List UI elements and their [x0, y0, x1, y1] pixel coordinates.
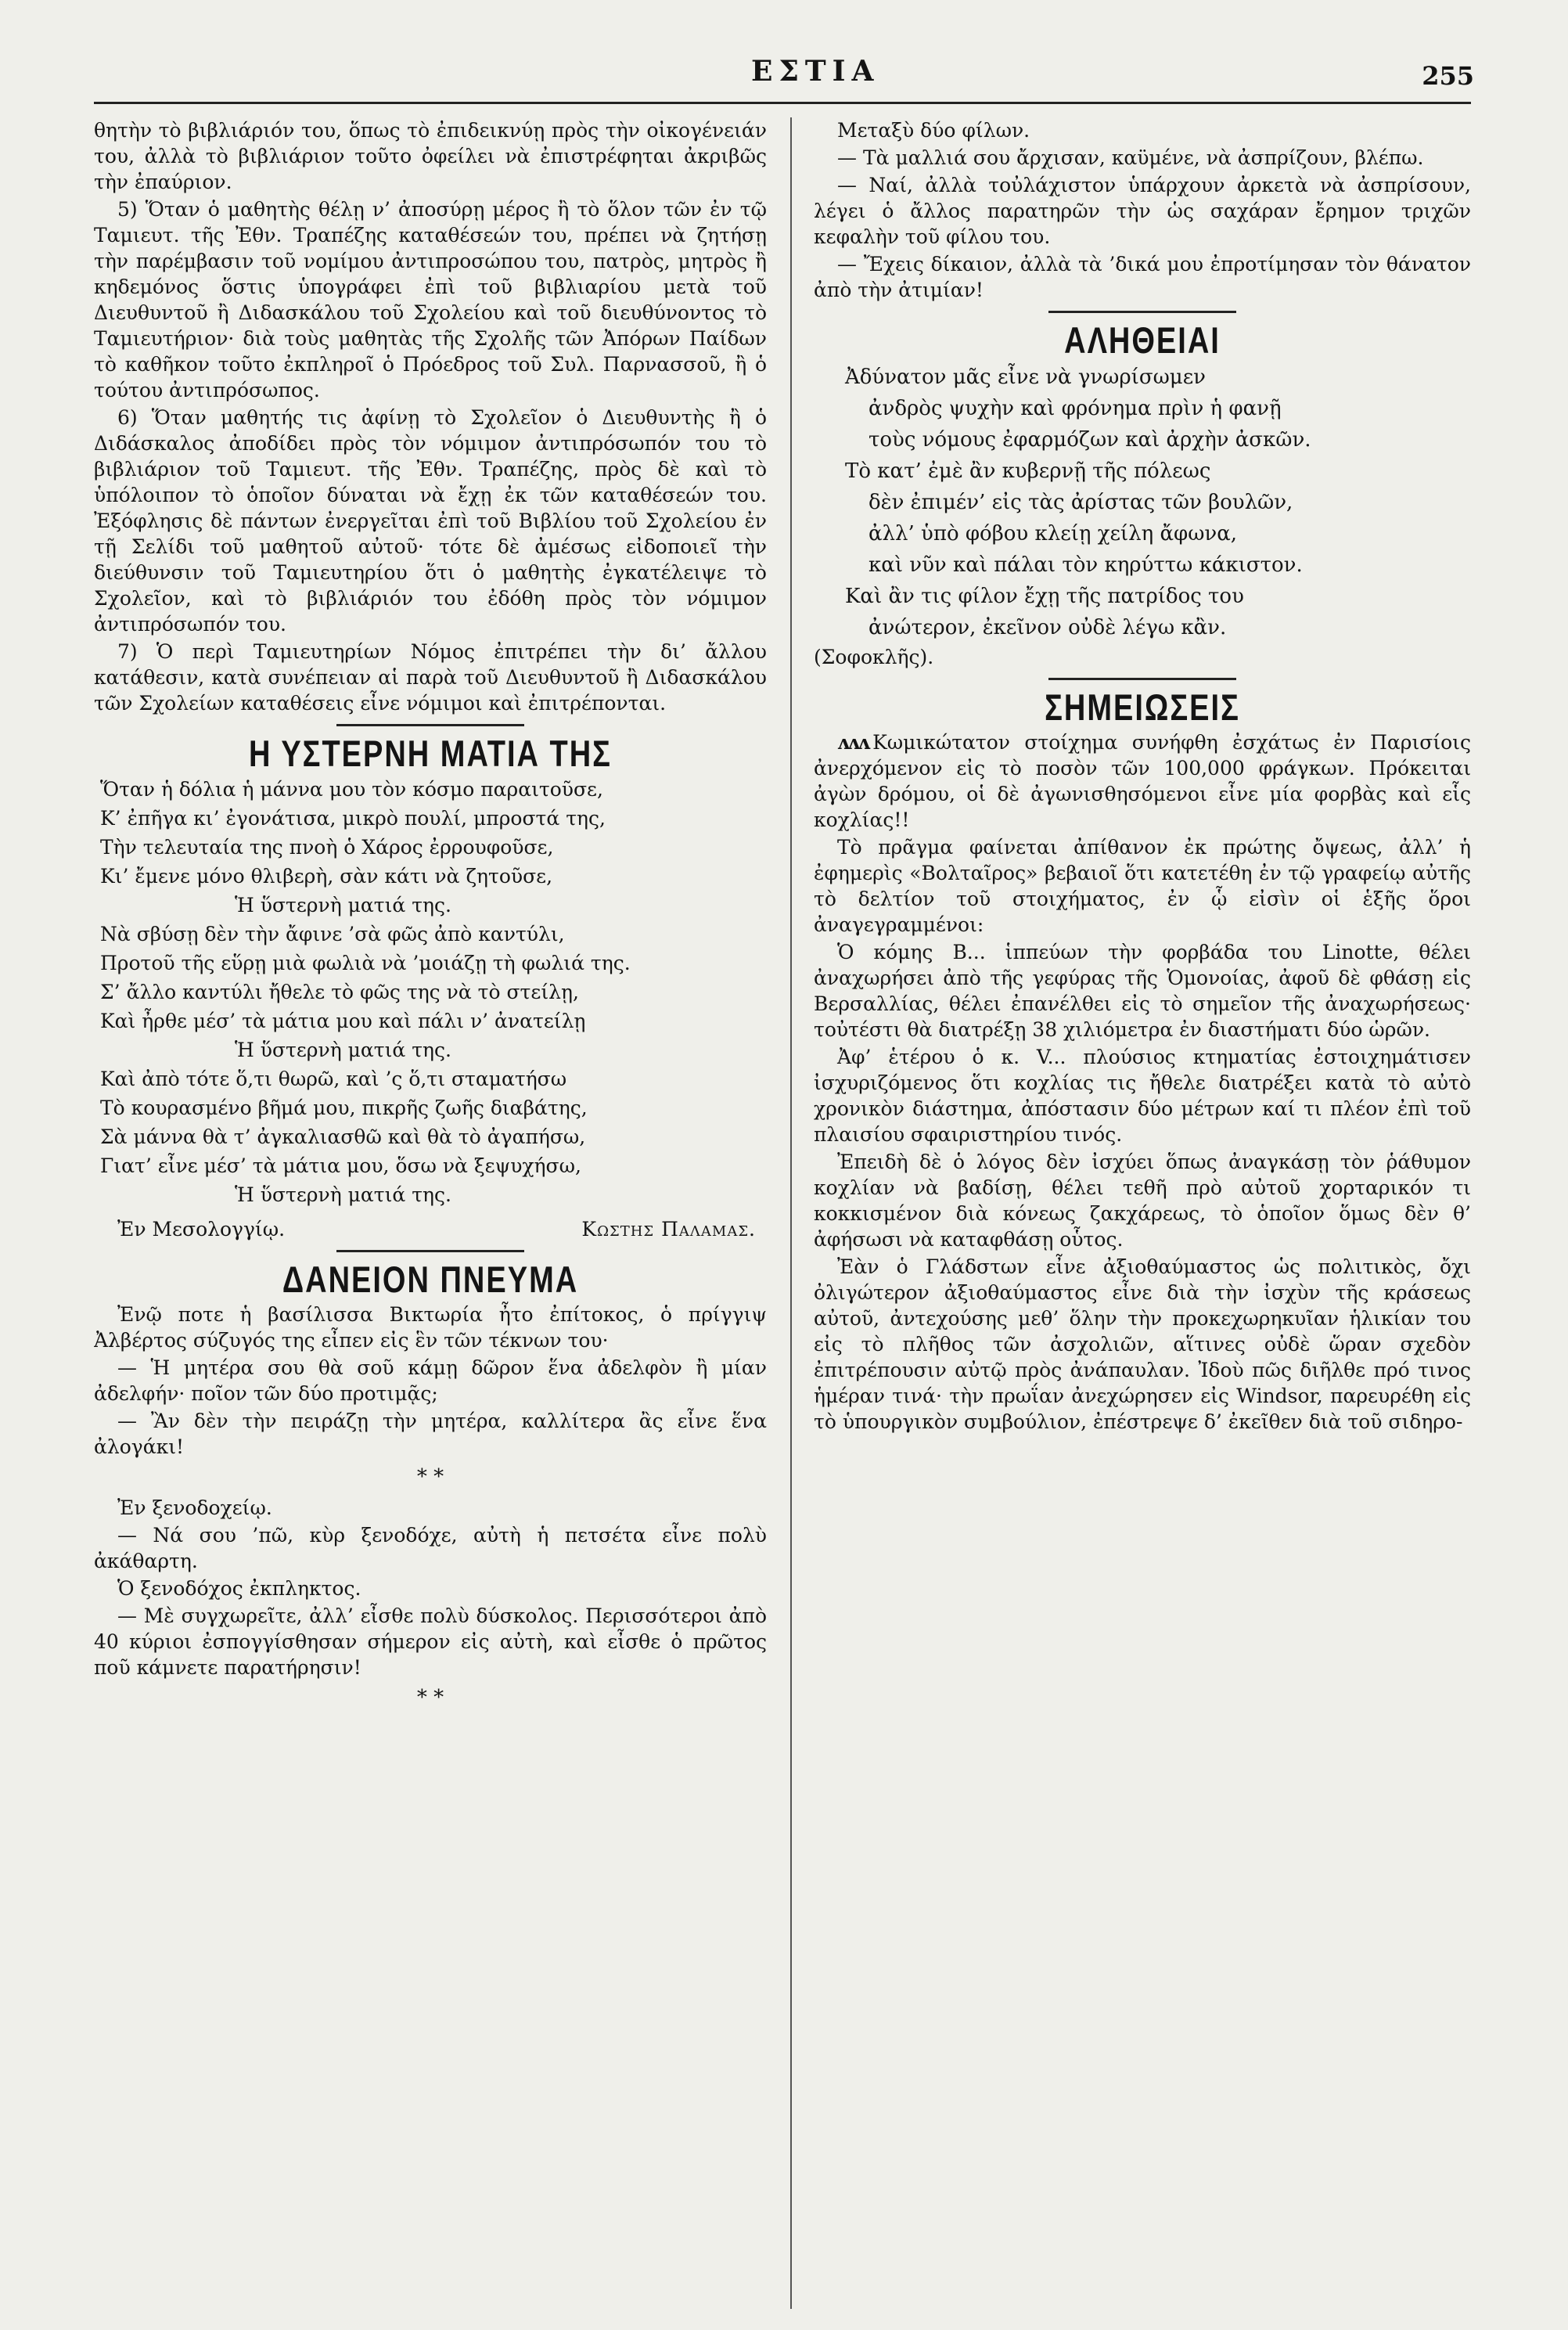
section-rule	[1048, 311, 1236, 313]
poem-line: Προτοῦ τῆς εὕρῃ μιὰ φωλιὰ νὰ ’μοιάζῃ τὴ φωλιά της.	[100, 952, 631, 974]
note-paragraph: Ἐὰν ὁ Γλάδστων εἶνε ἀξιοθαύμαστος ὡς πολιτικὸς, ὄχι ὀλιγώτερον ἀξιοθαύμαστος εἶνε διὰ τὴν ἰσχὺν τῆς κράσεως αὐτοῦ, ἀντεχούσης μεθ’ ὅλην τὴν προκεχωρηκυῖαν ἡλικίαν του εἰς τὸ πλῆθος τῶν ἀσχολιῶν, αἵτινες οὐδὲ ὥραν σχεδὸν ἐπιτρέπουσιν αὐτῷ πρὸς ἀνάπαυλαν. Ἰδοὺ πῶς διῆλθε πρό τινος ἡμέραν τινά· τὴν πρωΐαν ἀνεχώρησεν εἰς Windsor, παρευρέθη εἰς τὸ ὑπουργικὸν συμβούλιον, ἐπέστρεψε δ’ ἐκεῖθεν διὰ τοῦ σιδηρο-	[814, 1255, 1471, 1433]
poem-refrain: Ἡ ὕστερνὴ ματιά της.	[235, 894, 451, 917]
note-paragraph: Ἐπειδὴ δὲ ὁ λόγος δὲν ἰσχύει ὅπως ἀναγκάσῃ τὸν ῥάθυμον κοχλίαν νὰ βαδίσῃ, θέλει τεθῆ πρὸ αὐτοῦ χορταρικόν τι κοκκισμένον διὰ κόνεως ζακχάρεως, τὸ ὁποῖον ὅμως δὲν θ’ ἀφήσωσι νὰ καταφθάσῃ οὗτος.	[814, 1151, 1471, 1251]
dialogue-paragraph: — Ναί, ἀλλὰ τοὐλάχιστον ὑπάρχουν ἀρκετὰ νὰ ἀσπρίσουν, λέγει ὁ ἄλλος παρατηρῶν τὴν ὡς σαχάραν ἔρημον τριχῶν κεφαλὴν τοῦ φίλου του.	[814, 174, 1471, 248]
poem-stanza	[94, 1065, 767, 1208]
daneion-paragraph: Ἐνῷ ποτε ἡ βασίλισσα Βικτωρία ἦτο ἐπίτοκος, ὁ πρίγγιψ Ἀλβέρτος σύζυγός της εἶπεν εἰς ἓν τῶν τέκνων του·	[94, 1303, 767, 1352]
poem-refrain: Ἡ ὕστερνὴ ματιά της.	[235, 1183, 451, 1206]
poem-line: Τὸ κουρασμένο βῆμά μου, πικρῆς ζωῆς διαβάτης,	[100, 1097, 588, 1119]
left-intro-paragraph: 5) Ὅταν ὁ μαθητὴς θέλῃ ν’ ἀποσύρῃ μέρος ἢ τὸ ὅλον τῶν ἐν τῷ Ταμιευτ. τῆς Ἐθν. Τραπέζης καταθέσεών του, πρέπει νὰ ζητήσῃ τὴν παρέμβασιν τοῦ νομίμου ἀντιπροσώπου του, πατρὸς, μητρὸς ἢ κηδεμόνος ὅστις ὑπογράφει ἐπὶ τοῦ βιβλιαρίου μετὰ τοῦ Διευθυντοῦ ἢ Διδασκάλου τοῦ Σχολείου καὶ τοῦ διευθύνοντος τὸ Ταμιευτήριον· διὰ τοὺς μαθητὰς τῆς Σχολῆς τῶν Ἀπόρων Παίδων τὸ καθῆκον τοῦτο ἐκπληροῖ ὁ Πρόεδρος τοῦ Συλ. Παρνασσοῦ, ἢ ὁ τούτου ἀντιπρόσωπος.	[94, 198, 767, 402]
poem-line: Κι’ ἔμενε μόνο θλιβερὴ, σὰν κάτι νὰ ζητοῦσε,	[100, 865, 553, 888]
daneion-title: ΔΑΝΕΙΟΝ ΠΝΕΥΜΑ	[282, 1259, 579, 1302]
left-intro-paragraph: 7) Ὁ περὶ Ταμιευτηρίων Νόμος ἐπιτρέπει τὴν δι’ ἄλλου κατάθεσιν, κατὰ συνέπειαν αἱ παρὰ τοῦ Διευθυντοῦ ἢ Διδασκάλου τῶν Σχολείων καταθέσεις εἶνε νόμιμοι καὶ ἐπιτρέπονται.	[94, 640, 767, 715]
section-stars: * *	[416, 1686, 444, 1709]
poem-line: Γιατ’ εἶνε μέσ’ τὰ μάτια μου, ὅσω νὰ ξεψυχήσω,	[100, 1154, 581, 1177]
poem-line: Σὰ μάννα θὰ τ’ ἀγκαλιασθῶ καὶ θὰ τὸ ἀγαπήσω,	[100, 1125, 586, 1148]
note-paragraph: Ἀφ’ ἑτέρου ὁ κ. V... πλούσιος κτηματίας ἐστοιχημάτισεν ἰσχυριζόμενος ὅτι κοχλίας τις ἤθελε διατρέξει κατὰ τὸ αὐτὸ χρονικὸν διάστημα, ἀπόστασιν δύο μέτρων καί τι πλέον ἐπὶ τοῦ πλαισίου σφαιριστηρίου τινός.	[814, 1046, 1471, 1146]
dialogue-paragraph: Μεταξὺ δύο φίλων.	[837, 119, 1030, 142]
poem-line: Καὶ ἦρθε μέσ’ τὰ μάτια μου καὶ πάλι ν’ ἀνατείλῃ	[100, 1010, 586, 1032]
poem-title: Η ΥΣΤΕΡΝΗ ΜΑΤΙΑ ΤΗΣ	[249, 733, 612, 776]
column-divider	[790, 117, 792, 2309]
section-stars: * *	[416, 1465, 444, 1489]
verse-line: καὶ νῦν καὶ πάλαι τὸν κηρύττω κάκιστον.	[869, 553, 1303, 577]
poem-author: Κωστης Παλαμας.	[581, 1218, 756, 1241]
poem-refrain: Ἡ ὕστερνὴ ματιά της.	[235, 1039, 451, 1061]
verse-line: Ἀδύνατον μᾶς εἶνε νὰ γνωρίσωμεν	[845, 366, 1206, 389]
daneion-paragraph: — Νά σου ’πῶ, κὺρ ξενοδόχε, αὐτὴ ἡ πετσέτα εἶνε πολὺ ἀκάθαρτη.	[94, 1524, 767, 1572]
section-rule	[336, 724, 524, 726]
note-text: Κωμικώτατον στοίχημα συνήφθη ἐσχάτως ἐν Παρισίοις ἀνερχόμενον εἰς τὸ ποσὸν τῶν 100,000 φράγκων. Πρόκειται ἀγὼν δρόμου, οἱ δὲ ἀγωνισθησόμενοι εἶνε μία φορβὰς καὶ εἷς κοχλίας!!	[814, 731, 1471, 831]
simeioseis-title: ΣΗΜΕΙΩΣΕΙΣ	[1045, 687, 1240, 729]
verse-line: Καὶ ἂν τις φίλον ἔχῃ τῆς πατρίδος του	[845, 585, 1244, 608]
poem-line: Κ’ ἐπῆγα κι’ ἐγονάτισα, μικρὸ πουλί, μπροστά της,	[100, 807, 606, 830]
verse-line: ἀλλ’ ὑπὸ φόβου κλείῃ χείλη ἄφωνα,	[869, 522, 1238, 546]
daneion-paragraph: — Μὲ συγχωρεῖτε, ἀλλ’ εἶσθε πολὺ δύσκολος. Περισσότεροι ἀπὸ 40 κύριοι ἐσπογγίσθησαν σήμερον εἰς αὐτὴ, καὶ εἶσθε ὁ πρῶτος ποῦ κάμνετε παρατήρησιν!	[94, 1604, 767, 1679]
poem-signature	[94, 1216, 767, 1242]
header-rule	[94, 102, 1471, 104]
page-header-title: ΕΣΤΙΑ	[751, 55, 880, 88]
left-column	[94, 117, 767, 2309]
daneion-paragraph: Ἐν ξενοδοχείῳ.	[117, 1496, 272, 1519]
right-column	[814, 117, 1471, 2309]
note-paragraph: Ὁ κόμης Β... ἱππεύων τὴν φορβάδα του Linotte, θέλει ἀναχωρήσει ἀπὸ τῆς γεφύρας τῆς Ὁμονοίας, ἀφοῦ δὲ φθάσῃ εἰς Βερσαλλίας, θέλει ἐπανέλθει εἰς τὸ σημεῖον τῆς ἀναχωρήσεως· τοὐτέστι θὰ διατρέξῃ 38 χιλιόμετρα ἐν διαστήματι δύο ὡρῶν.	[814, 941, 1471, 1041]
left-intro-paragraph: θητὴν τὸ βιβλιάριόν του, ὅπως τὸ ἐπιδεικνύῃ πρὸς τὴν οἰκογένειάν του, ἀλλὰ τὸ βιβλιάριον τοῦτο ὀφείλει νὰ ἐπιστρέφηται ἀκριβῶς τὴν ἐπαύριον.	[94, 119, 767, 193]
daneion-paragraph: — Ἡ μητέρα σου θὰ σοῦ κάμῃ δῶρον ἕνα ἀδελφὸν ἢ μίαν ἀδελφήν· ποῖον τῶν δύο προτιμᾷς;	[94, 1356, 767, 1405]
note-paragraph: Τὸ πρᾶγμα φαίνεται ἀπίθανον ἐκ πρώτης ὄψεως, ἀλλ’ ἡ ἐφημερὶς «Βολταῖρος» βεβαιοῖ ὅτι κατετέθη ἐν τῷ γραφείῳ αὐτῆς τὸ δελτίον τοῦ στοιχήματος, ἐν ᾧ εἰσὶν οἱ ἑξῆς ὅροι ἀναγεγραμμένοι:	[814, 836, 1471, 936]
verse-attribution: (Σοφοκλῆς).	[814, 646, 934, 668]
poem-place: Ἐν Μεσολογγίῳ.	[117, 1218, 286, 1241]
verse-line: τοὺς νόμους ἐφαρμόζων καὶ ἀρχὴν ἀσκῶν.	[869, 428, 1311, 452]
page-number: 255	[1422, 61, 1474, 91]
daneion-paragraph: — Ἂν δὲν τὴν πειράζῃ τὴν μητέρα, καλλίτερα ἂς εἶνε ἕνα ἀλογάκι!	[94, 1410, 767, 1458]
note-paragraph	[814, 729, 1471, 833]
dialogue-paragraph: — Ἔχεις δίκαιον, ἀλλὰ τὰ ’δικά μου ἐπροτίμησαν τὸν θάνατον ἀπὸ τὴν ἀτιμίαν!	[814, 253, 1471, 301]
left-intro-paragraph: 6) Ὅταν μαθητής τις ἀφίνῃ τὸ Σχολεῖον ὁ Διευθυντὴς ἢ ὁ Διδάσκαλος ἀποδίδει πρὸς τὸν νόμιμον ἀντιπρόσωπόν του τὸ βιβλιάριον τοῦ Ταμιευτ. τῆς Ἐθν. Τραπέζης, πρὸς δὲ καὶ τὸ ὑπόλοιπον τὸ ὁποῖον δύναται νὰ ἔχῃ ἐκ τῶν καταθέσεών του. Ἐξόφλησις δὲ πάντων ἐνεργεῖται ἐπὶ τοῦ Βιβλίου τοῦ Σχολείου ἐν τῇ Σελίδι τοῦ μαθητοῦ αὐτοῦ· τότε δὲ ἀμέσως εἰδοποιεῖ τὴν διεύθυνσιν τοῦ Ταμιευτηρίου ὅτι ὁ μαθητὴς ἐγκατέλειψε τὸ Σχολεῖον, καὶ τὸ βιβλιάριόν του ἐδόθη πρὸς τὸν νόμιμον ἀντιπρόσωπόν του.	[94, 406, 767, 636]
poem-line: Ὅταν ἡ δόλια ἡ μάννα μου τὸν κόσμο παραιτοῦσε,	[100, 778, 603, 801]
verse-line: Τὸ κατ’ ἐμὲ ἂν κυβερνῇ τῆς πόλεως	[845, 459, 1211, 483]
poem-line: Τὴν τελευταία της πνοὴ ὁ Χάρος ἐρρουφοῦσε,	[100, 836, 554, 859]
verse-line: δὲν ἐπιμέν’ εἰς τὰς ἀρίστας τῶν βουλῶν,	[869, 491, 1293, 514]
poem-stanza	[94, 776, 767, 919]
poem-line: Νὰ σβύσῃ δὲν τὴν ἄφινε ’σὰ φῶς ἀπὸ καντύλι,	[100, 923, 565, 945]
section-rule	[1048, 678, 1236, 680]
dialogue-paragraph: — Τὰ μαλλιά σου ἄρχισαν, καϋμένε, νὰ ἀσπρίζουν, βλέπω.	[837, 146, 1424, 169]
aletheiai-title: ΑΛΗΘΕΙΑΙ	[1064, 320, 1221, 362]
fleuron-icon: ʌʌʌ	[837, 731, 869, 754]
poem-stanza	[94, 920, 767, 1064]
poem-line: Καὶ ἀπὸ τότε ὅ,τι θωρῶ, καὶ ’ς ὅ,τι σταματήσω	[100, 1068, 567, 1090]
daneion-paragraph: Ὁ ξενοδόχος ἐκπληκτος.	[117, 1577, 361, 1600]
section-rule	[336, 1250, 524, 1252]
poem-line: Σ’ ἄλλο καντύλι ἤθελε τὸ φῶς της νὰ τὸ στείλῃ,	[100, 981, 579, 1003]
aletheiai-verse	[814, 362, 1471, 643]
verse-line: ἀνώτερον, ἐκεῖνον οὐδὲ λέγω κἂν.	[869, 616, 1227, 639]
verse-line: ἀνδρὸς ψυχὴν καὶ φρόνημα πρὶν ἡ φανῇ	[869, 397, 1282, 420]
